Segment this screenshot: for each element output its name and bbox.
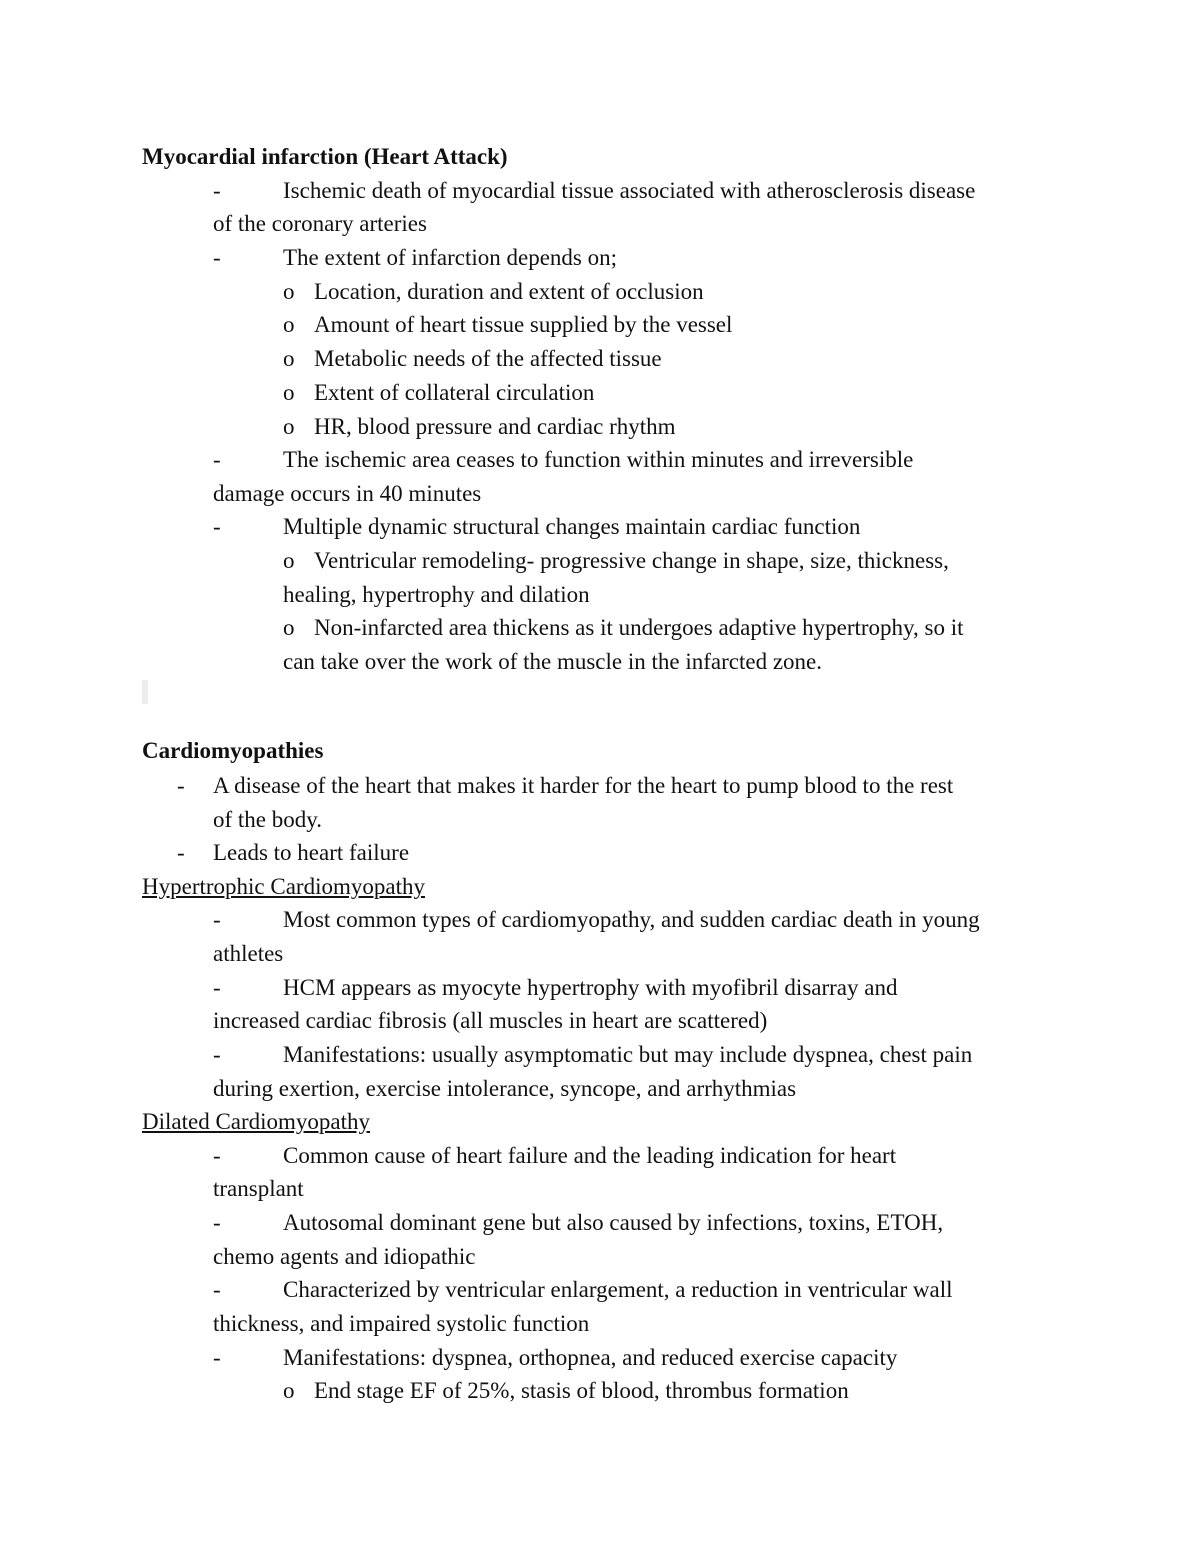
sub-bullet-circle: o [283,414,295,439]
bullet-text-continuation: thickness, and impaired systolic function [213,1311,590,1336]
bullet-text: Ischemic death of myocardial tissue associated with atherosclerosis disease [283,178,976,203]
sub-bullet-text: Extent of collateral circulation [314,380,595,405]
sub-bullet-text: Amount of heart tissue supplied by the vessel [314,312,733,337]
sub-bullet-text-continuation: healing, hypertrophy and dilation [283,582,590,607]
bullet-text-continuation: increased cardiac fibrosis (all muscles in heart are scattered) [213,1008,768,1033]
bullet-dash: - [213,975,221,1000]
bullet-text: Multiple dynamic structural changes maintain cardiac function [283,514,861,539]
sub-bullet-text: Metabolic needs of the affected tissue [314,346,662,371]
bullet-dash: - [213,907,221,932]
bullet-dash: - [213,178,221,203]
bullet-dash: - [213,447,221,472]
bullet-text: Autosomal dominant gene but also caused by infections, toxins, ETOH, [283,1210,944,1235]
bullet-dash: - [177,773,185,798]
bullet-text-continuation: transplant [213,1176,304,1201]
bullet-dash: - [213,514,221,539]
bullet-text: Manifestations: dyspnea, orthopnea, and reduced exercise capacity [283,1345,898,1370]
sub-bullet-circle: o [283,615,295,640]
sub-bullet-text: End stage EF of 25%, stasis of blood, thrombus formation [314,1378,849,1403]
bullet-dash: - [213,1345,221,1370]
bullet-text-continuation: chemo agents and idiopathic [213,1244,476,1269]
bullet-dash: - [213,1143,221,1168]
bullet-dash: - [213,1042,221,1067]
bullet-text-continuation: during exertion, exercise intolerance, syncope, and arrhythmias [213,1076,797,1101]
bullet-text: Leads to heart failure [213,840,410,865]
bullet-text: HCM appears as myocyte hypertrophy with myofibril disarray and [283,975,898,1000]
bullet-text-continuation: of the coronary arteries [213,211,427,236]
sub-bullet-text: Non-infarcted area thickens as it undergoes adaptive hypertrophy, so it [314,615,964,640]
bullet-text: Common cause of heart failure and the leading indication for heart [283,1143,897,1168]
sub-bullet-text: Location, duration and extent of occlusion [314,279,704,304]
sub-bullet-circle: o [283,548,295,573]
bullet-text-continuation: damage occurs in 40 minutes [213,481,482,506]
bullet-text: The ischemic area ceases to function within minutes and irreversible [283,447,914,472]
bullet-text: Characterized by ventricular enlargement, a reduction in ventricular wall [283,1277,953,1302]
sub-bullet-circle: o [283,312,295,337]
bullet-text: The extent of infarction depends on; [283,245,618,270]
bullet-text: Most common types of cardiomyopathy, and sudden cardiac death in young [283,907,980,932]
sub-bullet-text: Ventricular remodeling- progressive change in shape, size, thickness, [314,548,949,573]
subsection-heading-hypertrophic: Hypertrophic Cardiomyopathy [142,874,425,899]
section-heading-myocardial-infarction: Myocardial infarction (Heart Attack) [142,144,508,169]
bullet-text-continuation: of the body. [213,807,323,832]
bullet-dash: - [213,1210,221,1235]
bullet-dash: - [213,245,221,270]
sub-bullet-circle: o [283,1378,295,1403]
sub-bullet-text-continuation: can take over the work of the muscle in the infarcted zone. [283,649,822,674]
bullet-text: A disease of the heart that makes it harder for the heart to pump blood to the rest [213,773,954,798]
sub-bullet-text: HR, blood pressure and cardiac rhythm [314,414,676,439]
bullet-dash: - [213,1277,221,1302]
bullet-dash: - [177,840,185,865]
sub-bullet-circle: o [283,380,295,405]
sub-bullet-circle: o [283,346,295,371]
bullet-text: Manifestations: usually asymptomatic but may include dyspnea, chest pain [283,1042,973,1067]
bullet-text-continuation: athletes [213,941,284,966]
text-cursor-artifact [142,680,148,704]
subsection-heading-dilated: Dilated Cardiomyopathy [142,1109,371,1134]
sub-bullet-circle: o [283,279,295,304]
section-heading-cardiomyopathies: Cardiomyopathies [142,738,324,763]
